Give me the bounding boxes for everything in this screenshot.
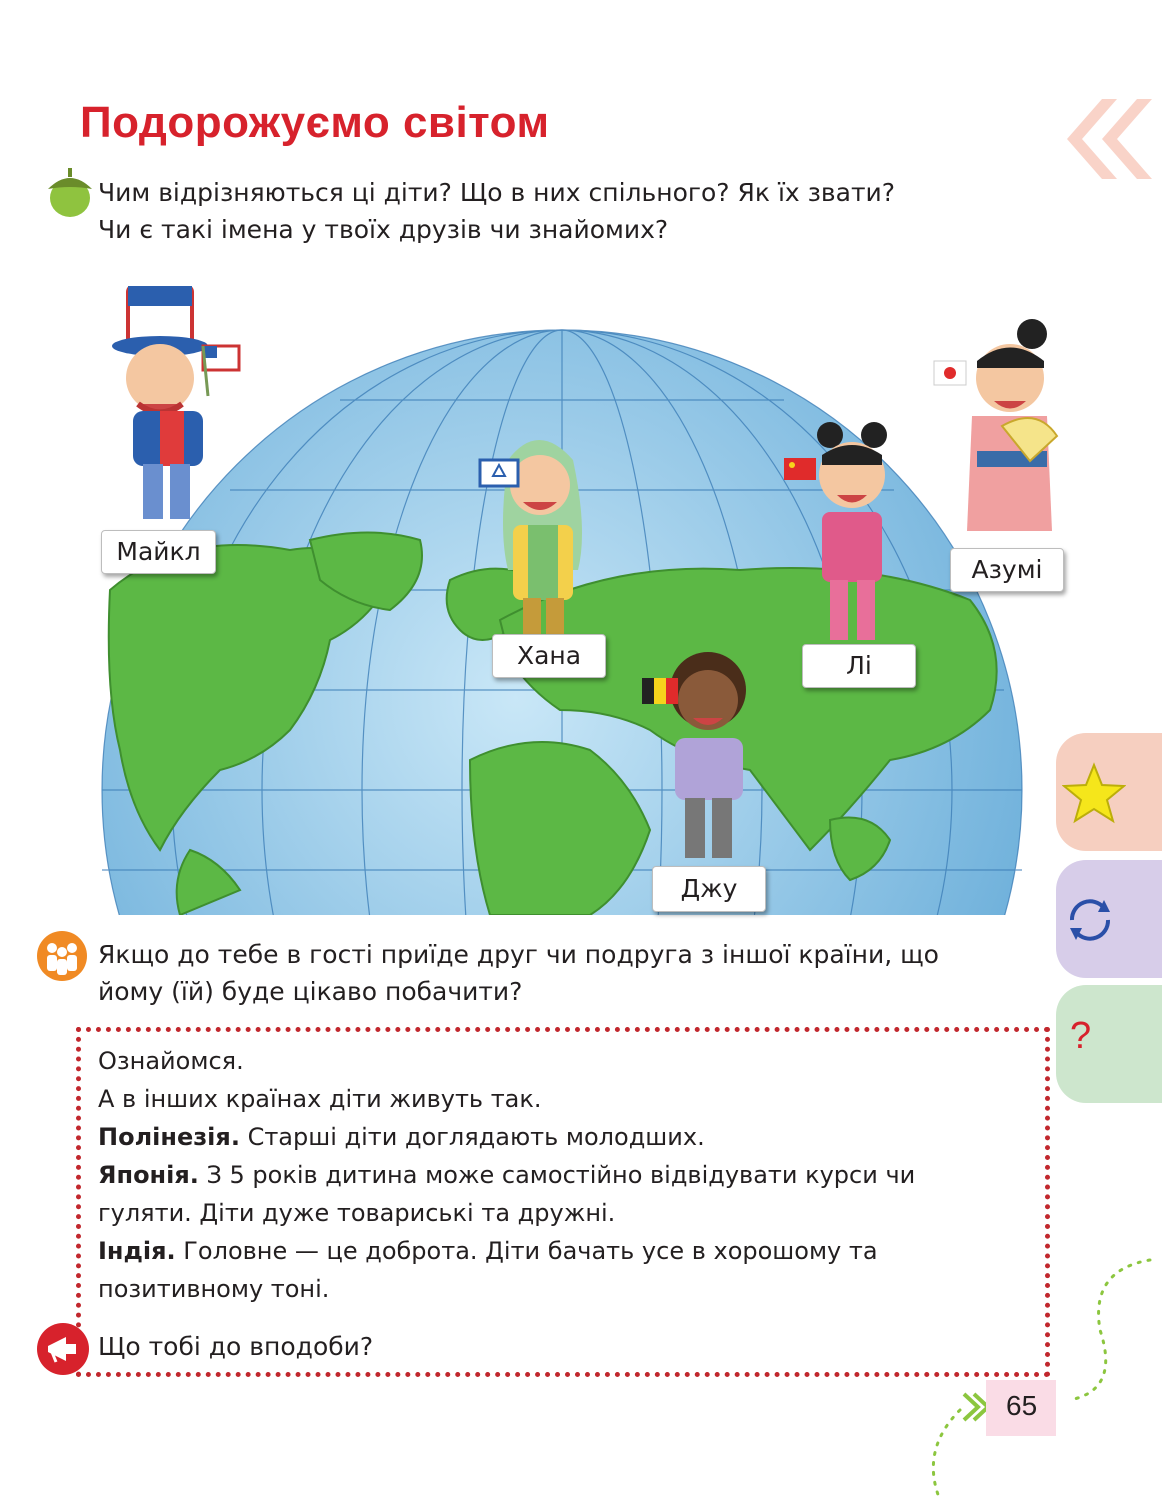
child-azumi-illustration: [932, 316, 1062, 546]
megaphone-icon: [36, 1322, 90, 1376]
info-india: [98, 1232, 1038, 1270]
india-text-2: позитивному тоні.: [98, 1275, 330, 1303]
polynesia-label: Полінезія.: [98, 1123, 240, 1151]
name-badge-azumi: Азумі: [950, 548, 1064, 592]
india-label: Індія.: [98, 1237, 176, 1265]
dotted-curve-decoration: [920, 1250, 1162, 1502]
page-title: Подорожуємо світом: [80, 98, 550, 147]
info-box: [98, 1042, 1038, 1308]
child-joe-illustration: [640, 640, 770, 865]
name-badge-joe: Джу: [652, 866, 766, 912]
child-michael-illustration: [108, 286, 248, 526]
tab-star[interactable]: [1056, 733, 1162, 851]
tab-repeat[interactable]: [1056, 860, 1162, 978]
repeat-cycle-icon: [1060, 890, 1120, 950]
name-badge-li: Лі: [802, 644, 916, 688]
acorn-icon: [44, 163, 96, 219]
info-japan: [98, 1156, 1038, 1194]
question-1-line-2: Чи є такі імена у твоїх друзів чи знайомих?: [98, 215, 669, 244]
question-2-line-1: Якщо до тебе в гості приїде друг чи подруга з іншої країни, що: [98, 940, 939, 969]
question-3: Що тобі до вподоби?: [98, 1332, 374, 1361]
question-1-line-1: Чим відрізняються ці діти? Що в них спільного? Як їх звати?: [98, 178, 896, 207]
question-2-line-2: йому (їй) буде цікаво побачити?: [98, 977, 523, 1006]
info-intro-1: Ознайомся.: [98, 1047, 244, 1075]
japan-text-2: гуляти. Діти дуже товариські та дружні.: [98, 1199, 616, 1227]
tab-question[interactable]: [1056, 985, 1162, 1103]
group-work-icon: [36, 930, 88, 982]
child-li-illustration: [782, 420, 902, 650]
chevron-decoration-icon: [1062, 84, 1162, 194]
question-mark-icon: ?: [1070, 1015, 1092, 1057]
page-number: 65: [986, 1380, 1056, 1436]
question-1: [98, 174, 895, 248]
japan-text-1: З 5 років дитина може самостійно відвідувати курси чи: [198, 1161, 916, 1189]
star-icon: [1062, 761, 1126, 825]
japan-label: Японія.: [98, 1161, 199, 1189]
info-polynesia: [98, 1118, 1038, 1156]
info-intro-2: А в інших країнах діти живуть так.: [98, 1085, 542, 1113]
question-2: [98, 936, 939, 1010]
polynesia-text: Старші діти доглядають молодших.: [239, 1123, 705, 1151]
name-badge-michael: Майкл: [101, 530, 216, 574]
child-hana-illustration: [478, 420, 608, 650]
india-text-1: Головне — це доброта. Діти бачать усе в хорошому та: [175, 1237, 878, 1265]
name-badge-hana: Хана: [492, 634, 606, 678]
